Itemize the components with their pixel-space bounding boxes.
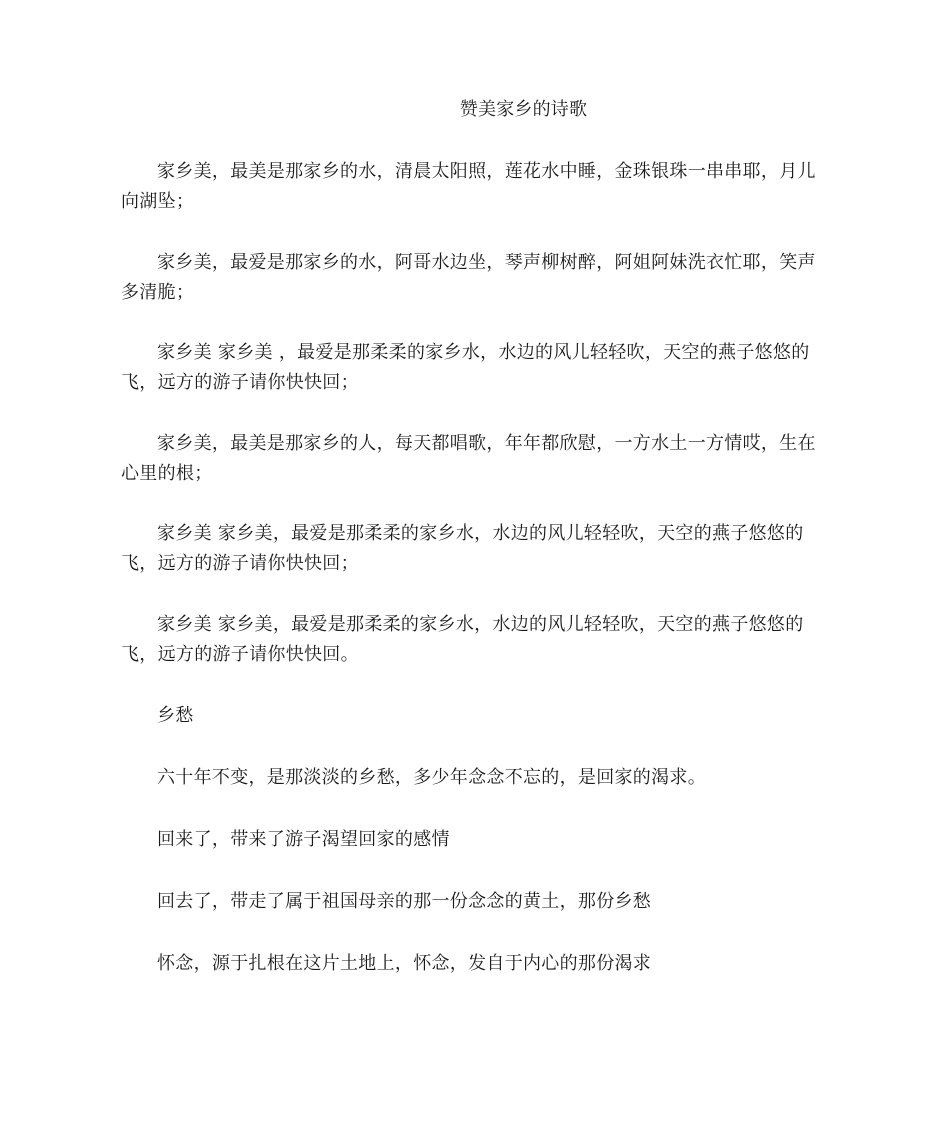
document-title: 赞美家乡的诗歌 bbox=[459, 99, 588, 120]
paragraph: 家乡美，最美是那家乡的人，每天都唱歌，年年都欣慰，一方水土一方情哎，生在心里的根； bbox=[121, 433, 816, 484]
paragraph: 六十年不变，是那淡淡的乡愁，多少年念念不忘的，是回家的渴求。 bbox=[157, 767, 706, 788]
paragraph: 家乡美，最美是那家乡的水，清晨太阳照，莲花水中睡，金珠银珠一串串耶，月儿向湖坠； bbox=[121, 161, 816, 212]
paragraph: 回去了，带走了属于祖国母亲的那一份念念的黄土，那份乡愁 bbox=[157, 891, 652, 912]
paragraph: 怀念，源于扎根在这片土地上，怀念，发自于内心的那份渴求 bbox=[157, 953, 652, 974]
paragraph: 家乡美 家乡美，最爱是那柔柔的家乡水，水边的风儿轻轻吹，天空的燕子悠悠的飞，远方的游子请你快快回； bbox=[121, 523, 804, 574]
paragraph: 回来了，带来了游子渴望回家的感情 bbox=[157, 829, 450, 850]
paragraph: 家乡美 家乡美 ，最爱是那柔柔的家乡水，水边的风儿轻轻吹，天空的燕子悠悠的飞，远方的游子请你快快回； bbox=[121, 342, 810, 393]
section-heading: 乡愁 bbox=[157, 705, 194, 726]
paragraph: 家乡美，最爱是那家乡的水，阿哥水边坐，琴声柳树醉，阿姐阿妹洗衣忙耶，笑声多清脆； bbox=[121, 252, 816, 303]
paragraph: 家乡美 家乡美，最爱是那柔柔的家乡水，水边的风儿轻轻吹，天空的燕子悠悠的飞，远方的游子请你快快回。 bbox=[121, 614, 804, 665]
